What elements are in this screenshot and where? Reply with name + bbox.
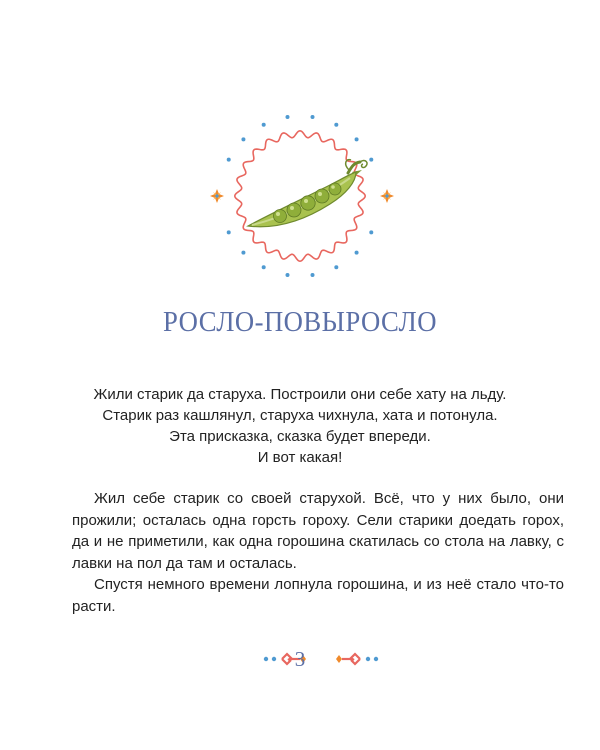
border-dot [285, 273, 289, 277]
border-dot [334, 265, 338, 269]
intro-verse [0, 384, 600, 468]
border-dot [285, 115, 289, 119]
page-number-area [0, 646, 600, 674]
page-number: 3 [294, 647, 306, 671]
dot-border [227, 115, 374, 277]
star-ornament-right [380, 189, 394, 203]
border-dot [355, 137, 359, 141]
verse-line: Эта присказка, сказка будет впереди. [169, 428, 431, 445]
border-dot [311, 115, 315, 119]
border-dot [311, 273, 315, 277]
border-dot [241, 137, 245, 141]
border-dot [262, 265, 266, 269]
scalloped-frame [235, 131, 365, 261]
verse-line: Жили старик да старуха. Построили они себе хату на льду. [93, 386, 507, 403]
border-dot [369, 158, 373, 162]
folio-ornament-right-icon [334, 650, 380, 668]
verse-line: Старик раз кашлянул, старуха чихнула, хата и потонула. [102, 407, 498, 424]
border-dot [241, 251, 245, 255]
border-dot [227, 230, 231, 234]
border-dot [355, 251, 359, 255]
verse-line: И вот какая! [257, 449, 343, 466]
story-text [72, 488, 564, 617]
page-title: РОСЛО-ПОВЫРОСЛО [163, 306, 437, 338]
border-dot [369, 230, 373, 234]
pea-pod-illustration [200, 108, 400, 283]
border-dot [262, 123, 266, 127]
pea-pod-icon [248, 160, 367, 227]
border-dot [227, 158, 231, 162]
border-dot [334, 123, 338, 127]
star-ornament-left [210, 189, 224, 203]
paragraph: Жил себе старик со своей старухой. Всё, что у них было, они прожили; осталась одна горсть гороху. Сели старики доедать горох, да и не приметили, как одна горошина скатилась со стола на лавку, с лавки на пол да там и осталась. [72, 490, 564, 572]
paragraph: Спустя немного времени лопнула горошина, и из неё стало что-то расти. [72, 576, 564, 615]
